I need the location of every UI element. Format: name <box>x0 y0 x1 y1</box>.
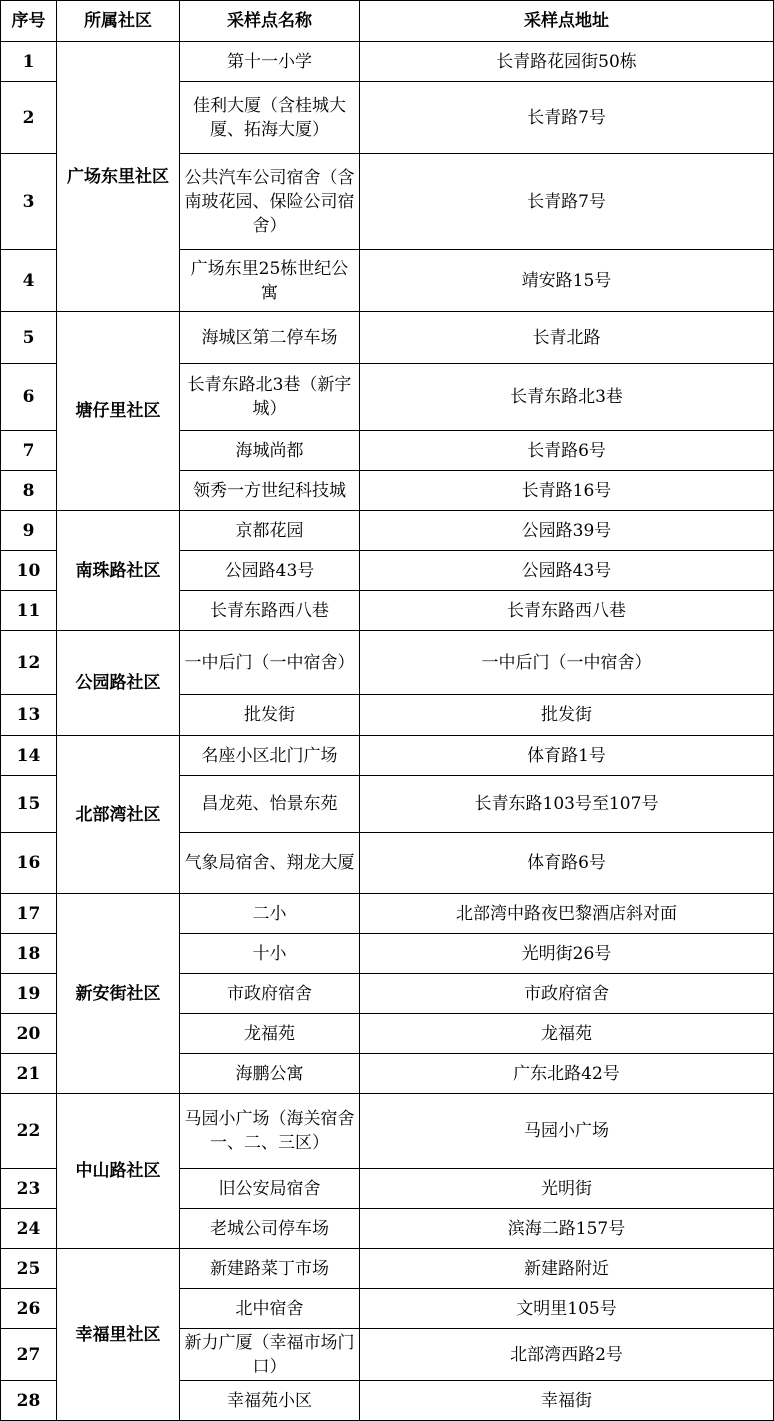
community-cell: 幸福里社区 <box>57 1249 180 1421</box>
site-address: 靖安路15号 <box>360 250 774 312</box>
site-name: 马园小广场（海关宿舍一、二、三区） <box>180 1094 360 1169</box>
site-address: 公园路43号 <box>360 551 774 591</box>
row-number: 24 <box>1 1209 57 1249</box>
site-name: 龙福苑 <box>180 1014 360 1054</box>
row-number: 27 <box>1 1329 57 1381</box>
site-name: 公园路43号 <box>180 551 360 591</box>
site-name: 新建路菜丁市场 <box>180 1249 360 1289</box>
site-name: 昌龙苑、怡景东苑 <box>180 776 360 833</box>
site-address: 北部湾中路夜巴黎酒店斜对面 <box>360 894 774 934</box>
row-number: 25 <box>1 1249 57 1289</box>
row-number: 16 <box>1 833 57 894</box>
site-address: 幸福街 <box>360 1381 774 1421</box>
table-row <box>1 312 774 364</box>
site-name: 佳利大厦（含桂城大厦、拓海大厦） <box>180 82 360 154</box>
row-number: 14 <box>1 736 57 776</box>
row-number: 17 <box>1 894 57 934</box>
site-name: 市政府宿舍 <box>180 974 360 1014</box>
site-address: 马园小广场 <box>360 1094 774 1169</box>
table-row <box>1 42 774 82</box>
header-site-address: 采样点地址 <box>360 1 774 42</box>
site-name: 名座小区北门广场 <box>180 736 360 776</box>
site-name: 长青东路西八巷 <box>180 591 360 631</box>
header-site-name: 采样点名称 <box>180 1 360 42</box>
table-row <box>1 1249 774 1289</box>
community-cell: 南珠路社区 <box>57 511 180 631</box>
row-number: 2 <box>1 82 57 154</box>
row-number: 21 <box>1 1054 57 1094</box>
site-address: 一中后门（一中宿舍） <box>360 631 774 695</box>
community-cell: 北部湾社区 <box>57 736 180 894</box>
site-name: 旧公安局宿舍 <box>180 1169 360 1209</box>
site-address: 体育路6号 <box>360 833 774 894</box>
community-cell: 新安街社区 <box>57 894 180 1094</box>
row-number: 10 <box>1 551 57 591</box>
site-address: 北部湾西路2号 <box>360 1329 774 1381</box>
site-name: 老城公司停车场 <box>180 1209 360 1249</box>
row-number: 23 <box>1 1169 57 1209</box>
header-no: 序号 <box>1 1 57 42</box>
community-cell: 中山路社区 <box>57 1094 180 1249</box>
site-address: 长青路花园街50栋 <box>360 42 774 82</box>
site-name: 长青东路北3巷（新宇城） <box>180 364 360 431</box>
table-row <box>1 631 774 695</box>
site-address: 长青路16号 <box>360 471 774 511</box>
site-name: 批发街 <box>180 695 360 736</box>
row-number: 20 <box>1 1014 57 1054</box>
site-address: 长青路7号 <box>360 154 774 250</box>
table-row <box>1 1094 774 1169</box>
row-number: 19 <box>1 974 57 1014</box>
community-cell: 公园路社区 <box>57 631 180 736</box>
row-number: 18 <box>1 934 57 974</box>
row-number: 22 <box>1 1094 57 1169</box>
row-number: 8 <box>1 471 57 511</box>
site-name: 京都花园 <box>180 511 360 551</box>
site-name: 新力广厦（幸福市场门口） <box>180 1329 360 1381</box>
site-name: 气象局宿舍、翔龙大厦 <box>180 833 360 894</box>
row-number: 3 <box>1 154 57 250</box>
site-address: 广东北路42号 <box>360 1054 774 1094</box>
header-community: 所属社区 <box>57 1 180 42</box>
site-address: 批发街 <box>360 695 774 736</box>
community-cell: 广场东里社区 <box>57 42 180 312</box>
header-row <box>1 1 774 42</box>
site-address: 体育路1号 <box>360 736 774 776</box>
row-number: 5 <box>1 312 57 364</box>
row-number: 28 <box>1 1381 57 1421</box>
site-name: 北中宿舍 <box>180 1289 360 1329</box>
site-name: 第十一小学 <box>180 42 360 82</box>
site-name: 十小 <box>180 934 360 974</box>
site-name: 二小 <box>180 894 360 934</box>
site-name: 公共汽车公司宿舍（含南玻花园、保险公司宿舍） <box>180 154 360 250</box>
row-number: 12 <box>1 631 57 695</box>
table-row <box>1 736 774 776</box>
row-number: 6 <box>1 364 57 431</box>
site-address: 公园路39号 <box>360 511 774 551</box>
community-cell: 塘仔里社区 <box>57 312 180 511</box>
site-address: 光明街26号 <box>360 934 774 974</box>
site-address: 长青路6号 <box>360 431 774 471</box>
row-number: 4 <box>1 250 57 312</box>
site-name: 广场东里25栋世纪公寓 <box>180 250 360 312</box>
site-address: 长青东路103号至107号 <box>360 776 774 833</box>
site-address: 长青北路 <box>360 312 774 364</box>
site-address: 长青东路西八巷 <box>360 591 774 631</box>
table-row <box>1 511 774 551</box>
site-name: 领秀一方世纪科技城 <box>180 471 360 511</box>
row-number: 15 <box>1 776 57 833</box>
site-address: 光明街 <box>360 1169 774 1209</box>
site-name: 海城尚都 <box>180 431 360 471</box>
table-row <box>1 894 774 934</box>
site-name: 幸福苑小区 <box>180 1381 360 1421</box>
row-number: 7 <box>1 431 57 471</box>
row-number: 11 <box>1 591 57 631</box>
row-number: 1 <box>1 42 57 82</box>
row-number: 13 <box>1 695 57 736</box>
site-address: 长青路7号 <box>360 82 774 154</box>
site-name: 海城区第二停车场 <box>180 312 360 364</box>
site-address: 长青东路北3巷 <box>360 364 774 431</box>
site-address: 新建路附近 <box>360 1249 774 1289</box>
row-number: 26 <box>1 1289 57 1329</box>
row-number: 9 <box>1 511 57 551</box>
site-address: 龙福苑 <box>360 1014 774 1054</box>
site-address: 市政府宿舍 <box>360 974 774 1014</box>
site-name: 海鹏公寓 <box>180 1054 360 1094</box>
site-address: 文明里105号 <box>360 1289 774 1329</box>
site-address: 滨海二路157号 <box>360 1209 774 1249</box>
site-name: 一中后门（一中宿舍） <box>180 631 360 695</box>
